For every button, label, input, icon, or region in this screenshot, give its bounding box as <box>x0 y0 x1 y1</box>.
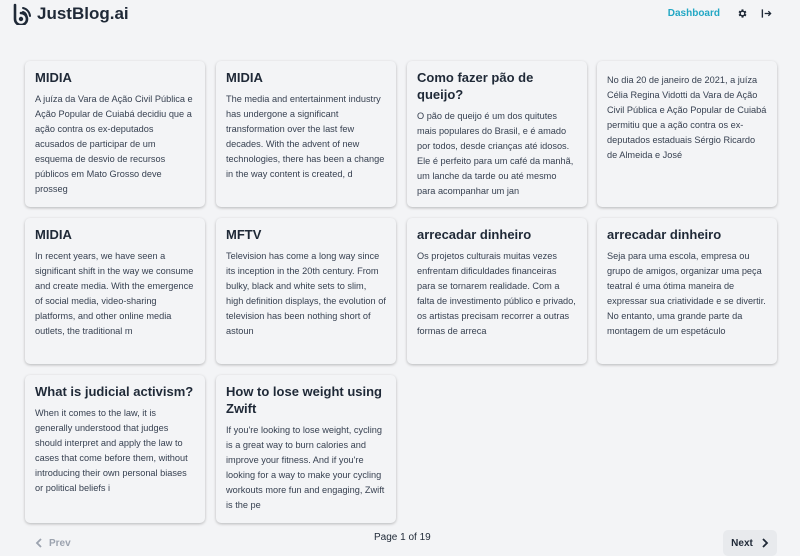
gear-icon[interactable] <box>736 7 748 19</box>
post-card[interactable] <box>25 61 205 207</box>
post-excerpt: If you're looking to lose weight, cycling is a great way to burn calories and improve your fitness. And if you're looking for a way to make your cycling workouts more fun and engaging, Zwift is the pe <box>226 425 385 510</box>
post-excerpt: O pão de queijo é um dos quitutes mais populares do Brasil, e é amado por todos, desde crianças até idosos. Ele é perfeito para um café da manhã, um lanche da tarde ou até mesmo para acompanhar um jan <box>417 111 574 196</box>
post-card[interactable] <box>216 218 396 364</box>
post-excerpt: No dia 20 de janeiro de 2021, a juíza Célia Regina Vidotti da Vara de Ação Civil Pública e Ação Popular de Cuiabá permitiu que a ação contra os ex-deputados estaduais Sérgio Ricardo de Almeida e José <box>607 75 767 160</box>
post-excerpt: A juíza da Vara de Ação Civil Pública e Ação Popular de Cuiabá decidiu que a ação contra os ex-deputados acusados de participar de um esquema de desvio de recursos públicos em Mato Grosso deve prosseg <box>35 94 193 194</box>
post-title: What is judicial activism? <box>35 384 194 399</box>
page-indicator: Page 1 of 19 <box>374 532 431 543</box>
post-card[interactable] <box>216 61 396 207</box>
post-excerpt: Seja para uma escola, empresa ou grupo de amigos, organizar uma peça teatral é uma ótima maneira de expressar sua criatividade e se divertir. No entanto, uma grande parte da montagem de um espetáculo <box>607 251 766 336</box>
next-button[interactable] <box>723 530 777 556</box>
prev-label: Prev <box>49 537 71 549</box>
post-excerpt: The media and entertainment industry has undergone a significant transformation over the last few decades. With the advent of new technologies, there has been a change in the way content is created, d <box>226 94 385 179</box>
dashboard-link[interactable]: Dashboard <box>667 7 720 19</box>
brand-name: JustBlog.ai <box>37 4 129 23</box>
logo-icon <box>12 3 32 25</box>
post-excerpt: When it comes to the law, it is generally understood that judges should interpret and apply the law to cases that come before them, without introducing their own personal biases or political beliefs i <box>35 408 188 493</box>
next-label: Next <box>731 537 753 549</box>
post-card[interactable] <box>25 375 205 523</box>
post-excerpt: In recent years, we have seen a significant shift in the way we consume and create media. With the emergence of social media, video-sharing platforms, and other online media outlets, the traditional m <box>35 251 194 336</box>
post-title: arrecadar dinheiro <box>607 227 722 242</box>
post-card[interactable] <box>597 61 777 207</box>
post-title: arrecadar dinheiro <box>417 227 532 242</box>
post-card[interactable] <box>407 61 587 207</box>
chevron-left-icon <box>35 538 43 548</box>
post-title: MFTV <box>226 227 262 242</box>
post-card[interactable] <box>407 218 587 364</box>
logout-icon[interactable] <box>760 7 772 19</box>
brand-logo[interactable] <box>12 3 129 25</box>
post-title: Como fazer pão de queijo? <box>417 70 534 102</box>
post-excerpt: Television has come a long way since its inception in the 20th century. From bulky, black and white sets to slim, high definition displays, the evolution of television has been nothing short of astoun <box>226 251 386 336</box>
chevron-right-icon <box>761 538 769 548</box>
top-bar <box>0 0 800 30</box>
header-actions <box>668 7 772 19</box>
post-card[interactable] <box>597 218 777 364</box>
post-title: MIDIA <box>226 70 263 85</box>
prev-button[interactable] <box>25 530 85 556</box>
post-title: How to lose weight using Zwift <box>226 384 382 416</box>
post-card[interactable] <box>216 375 396 523</box>
post-title: MIDIA <box>35 70 72 85</box>
post-card[interactable] <box>25 218 205 364</box>
pagination <box>25 530 777 556</box>
post-title: MIDIA <box>35 227 72 242</box>
post-excerpt: Os projetos culturais muitas vezes enfrentam dificuldades financeiras para se tornarem realidade. Com a falta de investimento público e privado, os artistas precisam recorrer a outras formas de arreca <box>417 251 576 336</box>
